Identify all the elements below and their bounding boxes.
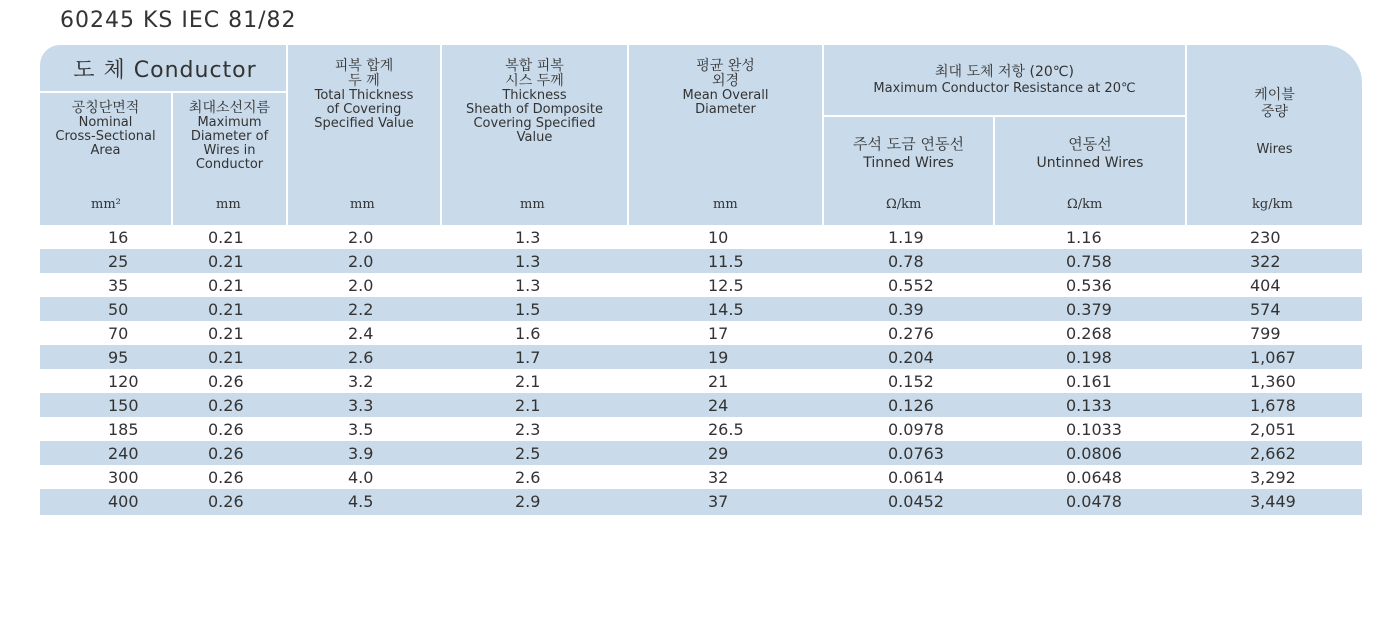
table-cell: 4.5 [348, 492, 374, 511]
unit-label: mm [520, 197, 545, 212]
tinned-wires-header: 주석 도금 연동선 Tinned Wires [853, 135, 964, 171]
table-cell: 2.3 [515, 420, 541, 439]
table-cell: 0.152 [888, 372, 934, 391]
table-cell: 0.26 [208, 420, 244, 439]
unit-label: mm [713, 197, 738, 212]
unit-label: kg/km [1252, 197, 1293, 212]
table-cell: 29 [708, 444, 729, 463]
table-cell: 70 [108, 324, 129, 343]
table-cell: 2.5 [515, 444, 541, 463]
table-cell: 25 [108, 252, 129, 271]
table-cell: 0.39 [888, 300, 924, 319]
table-cell: 2.4 [348, 324, 374, 343]
table-cell: 0.21 [208, 276, 244, 295]
table-cell: 3,292 [1250, 468, 1296, 487]
table-cell: 2.1 [515, 396, 541, 415]
table-cell: 2.0 [348, 276, 374, 295]
table-cell: 0.26 [208, 372, 244, 391]
table-cell: 400 [108, 492, 139, 511]
table-cell: 0.198 [1066, 348, 1112, 367]
table-row [40, 441, 1362, 465]
conductor-heading: 도 체 Conductor [73, 58, 257, 83]
table-cell: 0.26 [208, 396, 244, 415]
table-row [40, 297, 1362, 321]
table-cell: 1.3 [515, 252, 541, 271]
table-row [40, 465, 1362, 489]
table-cell: 1.3 [515, 228, 541, 247]
table-cell: 0.204 [888, 348, 934, 367]
table-cell: 3.9 [348, 444, 374, 463]
table-cell: 0.0648 [1066, 468, 1122, 487]
table-row [40, 417, 1362, 441]
table-cell: 0.21 [208, 324, 244, 343]
table-cell: 0.21 [208, 228, 244, 247]
table-cell: 574 [1250, 300, 1281, 319]
resistance-header: 최대 도체 저항 (20℃) Maximum Conductor Resistance at 20℃ [873, 64, 1136, 96]
table-cell: 0.536 [1066, 276, 1112, 295]
table-cell: 1.19 [888, 228, 924, 247]
table-cell: 1,678 [1250, 396, 1296, 415]
table-row [40, 369, 1362, 393]
table-cell: 1,360 [1250, 372, 1296, 391]
table-cell: 0.1033 [1066, 420, 1122, 439]
unit-label: Ω/km [886, 197, 922, 212]
table-cell: 0.268 [1066, 324, 1112, 343]
table-cell: 2.2 [348, 300, 374, 319]
table-cell: 2.1 [515, 372, 541, 391]
mean-diameter-header: 평균 완성 외경 Mean Overall Diameter [682, 58, 769, 117]
table-cell: 1.5 [515, 300, 541, 319]
table-cell: 0.0763 [888, 444, 944, 463]
table-cell: 14.5 [708, 300, 744, 319]
table-cell: 2.0 [348, 252, 374, 271]
table-cell: 2,051 [1250, 420, 1296, 439]
unit-label: mm² [91, 197, 121, 212]
table-cell: 2.0 [348, 228, 374, 247]
table-cell: 17 [708, 324, 729, 343]
table-cell: 1.16 [1066, 228, 1102, 247]
table-cell: 1.6 [515, 324, 541, 343]
table-cell: 0.0978 [888, 420, 944, 439]
table-cell: 0.26 [208, 492, 244, 511]
table-cell: 37 [708, 492, 729, 511]
table-cell: 3.5 [348, 420, 374, 439]
table-cell: 0.21 [208, 252, 244, 271]
sheath-thickness-header: 복합 피복 시스 두께 Thickness Sheath of Domposite Covering Specified Value [466, 58, 603, 145]
table-cell: 4.0 [348, 468, 374, 487]
table-row [40, 225, 1362, 249]
document-title: 60245 KS IEC 81/82 [60, 8, 297, 33]
table-cell: 0.0452 [888, 492, 944, 511]
table-cell: 3.2 [348, 372, 374, 391]
unit-label: mm [216, 197, 241, 212]
table-row [40, 345, 1362, 369]
table-row [40, 273, 1362, 297]
table-bottom-rule [40, 513, 1362, 515]
table-cell: 0.78 [888, 252, 924, 271]
table-cell: 1.7 [515, 348, 541, 367]
table-cell: 0.379 [1066, 300, 1112, 319]
table-cell: 10 [708, 228, 729, 247]
table-cell: 3,449 [1250, 492, 1296, 511]
table-cell: 2.9 [515, 492, 541, 511]
table-cell: 404 [1250, 276, 1281, 295]
unit-label: Ω/km [1067, 197, 1103, 212]
table-cell: 19 [708, 348, 729, 367]
cable-weight-header: 케이블 중량 Wires [1254, 87, 1295, 157]
table-cell: 50 [108, 300, 129, 319]
table-cell: 0.26 [208, 444, 244, 463]
table-cell: 799 [1250, 324, 1281, 343]
table-header [40, 45, 1362, 225]
table-cell: 0.21 [208, 300, 244, 319]
table-cell: 0.133 [1066, 396, 1112, 415]
table-cell: 12.5 [708, 276, 744, 295]
table-cell: 0.0478 [1066, 492, 1122, 511]
table-cell: 16 [108, 228, 129, 247]
nominal-area-header: 공칭단면적 Nominal Cross-Sectional Area [55, 100, 156, 158]
table-cell: 0.552 [888, 276, 934, 295]
table-cell: 150 [108, 396, 139, 415]
table-cell: 95 [108, 348, 129, 367]
table-cell: 35 [108, 276, 129, 295]
table-cell: 32 [708, 468, 729, 487]
table-row [40, 393, 1362, 417]
untinned-wires-header: 연동선 Untinned Wires [1036, 135, 1144, 171]
table-cell: 0.126 [888, 396, 934, 415]
table-body [40, 225, 1362, 513]
table-cell: 230 [1250, 228, 1281, 247]
table-cell: 21 [708, 372, 729, 391]
spec-table [40, 45, 1362, 515]
table-cell: 1,067 [1250, 348, 1296, 367]
table-cell: 185 [108, 420, 139, 439]
table-cell: 0.276 [888, 324, 934, 343]
table-cell: 2,662 [1250, 444, 1296, 463]
table-cell: 2.6 [348, 348, 374, 367]
total-thickness-header: 피복 합계 두 께 Total Thickness of Covering Specified Value [314, 58, 414, 131]
table-cell: 300 [108, 468, 139, 487]
table-cell: 240 [108, 444, 139, 463]
table-row [40, 249, 1362, 273]
table-cell: 3.3 [348, 396, 374, 415]
max-wire-diameter-header: 최대소선지름 Maximum Diameter of Wires in Conductor [188, 100, 271, 172]
table-cell: 24 [708, 396, 729, 415]
unit-label: mm [350, 197, 375, 212]
table-cell: 0.21 [208, 348, 244, 367]
table-cell: 0.0806 [1066, 444, 1122, 463]
table-row [40, 321, 1362, 345]
table-cell: 2.6 [515, 468, 541, 487]
table-cell: 0.0614 [888, 468, 944, 487]
table-cell: 120 [108, 372, 139, 391]
table-cell: 11.5 [708, 252, 744, 271]
table-cell: 0.758 [1066, 252, 1112, 271]
table-row [40, 489, 1362, 513]
table-cell: 0.161 [1066, 372, 1112, 391]
table-cell: 26.5 [708, 420, 744, 439]
table-cell: 1.3 [515, 276, 541, 295]
table-cell: 0.26 [208, 468, 244, 487]
table-cell: 322 [1250, 252, 1281, 271]
